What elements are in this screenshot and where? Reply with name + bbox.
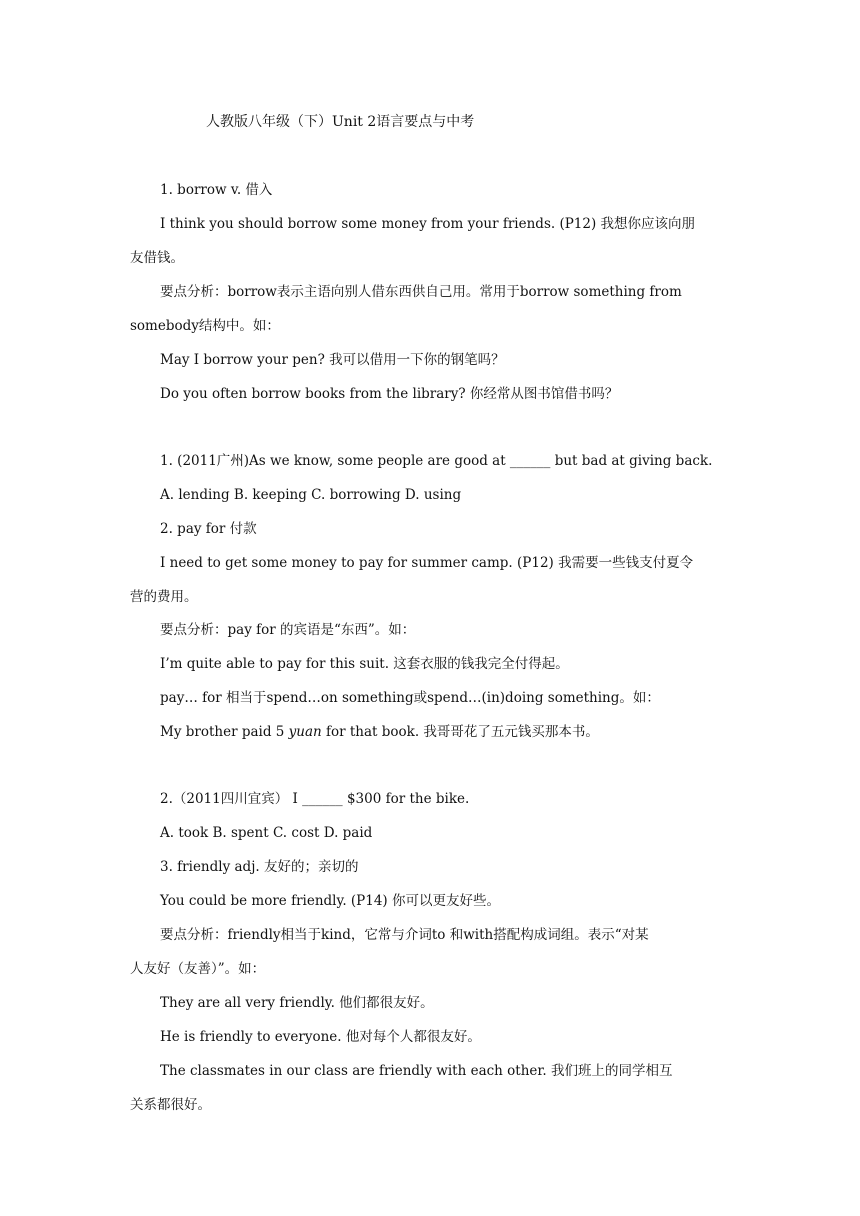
exercise-question: 2.（2011四川宜宾） I ______ $300 for the bike. — [160, 791, 470, 807]
usage-note: pay… for 相当于spend…on something或spend…(in)doing something。如： — [160, 690, 660, 706]
analysis-text: 要点分析：borrow表示主语向别人借东西供自己用。常用于borrow something from — [160, 284, 682, 300]
example-sentence: May I borrow your pen? 我可以借用一下你的钢笔吗？ — [160, 352, 505, 368]
document-title: 人教版八年级（下）Unit 2语言要点与中考 — [206, 114, 475, 130]
example-sentence-continued: 营的费用。 — [130, 589, 198, 605]
example-sentence-continued: 友借钱。 — [130, 250, 184, 266]
analysis-text: 要点分析：friendly相当于kind，它常与介词to 和with搭配构成词组。表示“对某 — [160, 927, 649, 943]
example-sentence: I need to get some money to pay for summer camp. (P12) 我需要一些钱支付夏令 — [160, 555, 694, 571]
exercise-question: 1. (2011广州)As we know, some people are good at ______ but bad at giving back. — [160, 453, 713, 469]
exercise-options: A. took B. spent C. cost D. paid — [160, 825, 373, 841]
example-sentence: They are all very friendly. 他们都很友好。 — [160, 995, 434, 1011]
emphasized-word: yuan — [288, 724, 322, 740]
example-sentence-continued: 关系都很好。 — [130, 1097, 211, 1113]
example-sentence: You could be more friendly. (P14) 你可以更友好些。 — [160, 893, 500, 909]
example-text: for that book. 我哥哥花了五元钱买那本书。 — [321, 724, 599, 740]
section-heading: 1. borrow v. 借入 — [160, 182, 273, 198]
section-heading: 2. pay for 付款 — [160, 521, 257, 537]
example-text: My brother paid 5 — [160, 724, 289, 740]
exercise-options: A. lending B. keeping C. borrowing D. using — [160, 487, 462, 503]
example-sentence: I think you should borrow some money from your friends. (P12) 我想你应该向朋 — [160, 216, 696, 232]
example-sentence: The classmates in our class are friendly with each other. 我们班上的同学相互 — [160, 1063, 673, 1079]
example-sentence: I’m quite able to pay for this suit. 这套衣服的钱我完全付得起。 — [160, 656, 569, 672]
example-sentence: Do you often borrow books from the library? 你经常从图书馆借书吗？ — [160, 386, 619, 402]
example-sentence — [160, 723, 599, 741]
analysis-text: 要点分析：pay for 的宾语是“东西”。如： — [160, 622, 416, 638]
analysis-text-continued: 人友好（友善）”。如： — [130, 961, 266, 977]
section-heading: 3. friendly adj. 友好的；亲切的 — [160, 859, 359, 875]
analysis-text-continued: somebody结构中。如： — [130, 318, 280, 334]
example-sentence: He is friendly to everyone. 他对每个人都很友好。 — [160, 1029, 481, 1045]
